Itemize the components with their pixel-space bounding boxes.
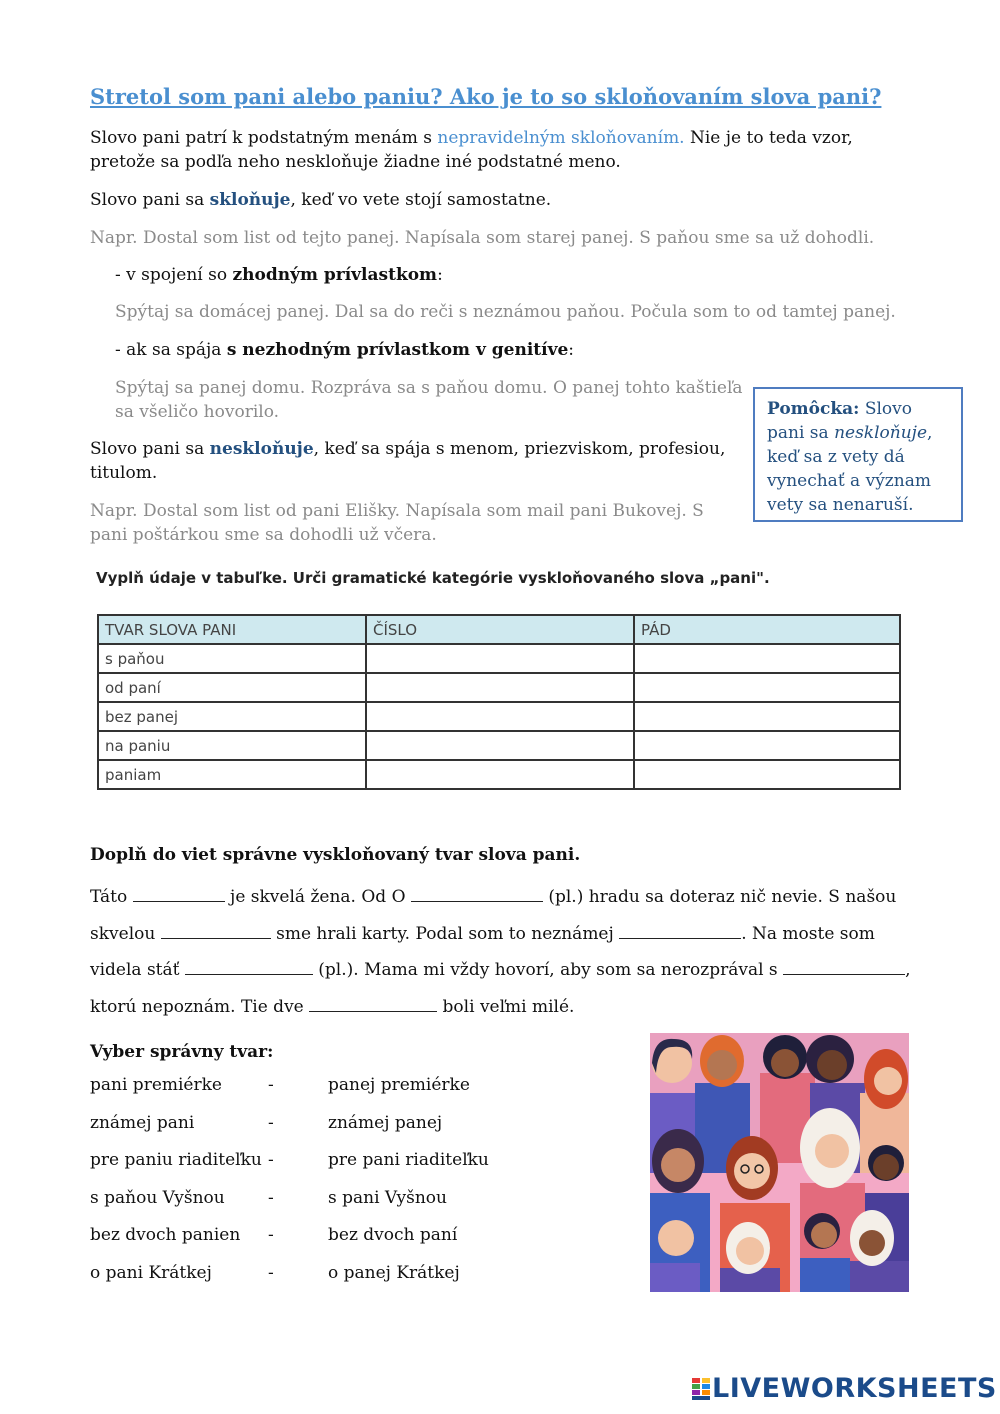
- intro-text-1: Slovo pani patrí k podstatným menám s: [90, 128, 438, 148]
- tip-italic: neskloňuje: [834, 423, 928, 443]
- not-declines-paragraph: [90, 437, 730, 485]
- example-2: Spýtaj sa domácej panej. Dal sa do reči s neznámou paňou. Počula som to od tamtej panej.: [115, 302, 896, 322]
- example-1: Napr. Dostal som list od tejto panej. Napísala som starej panej. S paňou sme sa už dohodli.: [90, 228, 875, 248]
- case-answer-cell[interactable]: [634, 673, 900, 702]
- row-form: s paňou: [98, 644, 366, 673]
- table-header-row: [98, 615, 900, 644]
- page-title: Stretol som pani alebo paniu? Ako je to so skloňovaním slova pani?: [90, 84, 882, 109]
- separator: -: [268, 1187, 274, 1208]
- blank-input[interactable]: [161, 920, 271, 939]
- option-a[interactable]: známej pani: [90, 1112, 195, 1133]
- row-form: bez panej: [98, 702, 366, 731]
- intro-paragraph: [90, 126, 890, 174]
- bullet1-bold: zhodným prívlastkom: [232, 265, 438, 285]
- fill-text: Táto: [90, 887, 128, 907]
- intro-text-2: Nie je to teda vzor, pretože sa podľa neho neskloňuje žiadne iné podstatné meno.: [90, 128, 853, 172]
- blank-input[interactable]: [783, 956, 905, 975]
- table-row: [98, 644, 900, 673]
- example-3: Spýtaj sa panej domu. Rozpráva sa s paňou domu. O panej tohto kaštieľa sa všeličo hovorilo.: [115, 378, 743, 422]
- option-b[interactable]: s pani Vyšnou: [328, 1187, 447, 1208]
- case-answer-cell[interactable]: [634, 702, 900, 731]
- bullet2-bold: s nezhodným prívlastkom v genitíve: [226, 340, 569, 360]
- table-row: [98, 673, 900, 702]
- option-a[interactable]: bez dvoch panien: [90, 1225, 241, 1245]
- not-declines-pre: Slovo pani sa: [90, 439, 210, 459]
- header-number: ČÍSLO: [366, 615, 634, 644]
- irregular-declension-term: nepravidelným skloňovaním.: [437, 128, 685, 148]
- separator: -: [268, 1075, 274, 1095]
- separator: -: [268, 1262, 274, 1283]
- choice-task-title: Vyber správny tvar:: [90, 1042, 274, 1062]
- blank-input[interactable]: [411, 883, 543, 902]
- women-group-illustration: [650, 1033, 909, 1292]
- fill-text: sme hrali karty. Podal som to neznámej: [276, 923, 614, 944]
- case-answer-cell[interactable]: [634, 731, 900, 760]
- fill-text: videla stáť: [90, 960, 180, 980]
- fill-line-1: [90, 879, 930, 916]
- option-b[interactable]: bez dvoch paní: [328, 1225, 458, 1245]
- number-answer-cell[interactable]: [366, 702, 634, 731]
- bullet-agreeing-attribute: [115, 263, 443, 287]
- table-row: [98, 702, 900, 731]
- number-answer-cell[interactable]: [366, 644, 634, 673]
- separator: -: [268, 1225, 274, 1245]
- not-declines-keyword: neskloňuje: [209, 439, 314, 459]
- tip-label: Pomôcka:: [767, 399, 860, 419]
- bullet1-post: :: [437, 265, 443, 285]
- option-b[interactable]: o panej Krátkej: [328, 1262, 460, 1283]
- option-a[interactable]: s paňou Vyšnou: [90, 1187, 225, 1208]
- tip-box: [753, 387, 963, 522]
- fill-text: ktorú nepoznám. Tie dve: [90, 996, 304, 1017]
- case-answer-cell[interactable]: [634, 644, 900, 673]
- number-answer-cell[interactable]: [366, 760, 634, 789]
- option-a[interactable]: pani premiérke: [90, 1075, 222, 1095]
- fill-text: (pl.). Mama mi vždy hovorí, aby som sa nerozprával s: [318, 960, 778, 980]
- bullet-nonagreeing-attribute: [115, 338, 574, 362]
- table-row: [98, 731, 900, 760]
- fill-line-4: [90, 989, 930, 1026]
- declines-paragraph: [90, 188, 890, 212]
- header-form: TVAR SLOVA PANI: [98, 615, 366, 644]
- blank-input[interactable]: [619, 920, 741, 939]
- bullet2-pre: - ak sa spája: [115, 340, 227, 360]
- blank-input[interactable]: [133, 883, 225, 902]
- number-answer-cell[interactable]: [366, 673, 634, 702]
- separator: -: [268, 1112, 274, 1133]
- tip-text-1: Slovo pani sa: [767, 399, 912, 443]
- blank-input[interactable]: [309, 993, 437, 1012]
- row-form: na paniu: [98, 731, 366, 760]
- fill-text: skvelou: [90, 923, 156, 944]
- fill-text: je skvelá žena. Od O: [230, 887, 406, 907]
- fill-in-exercise: [90, 879, 930, 1025]
- blank-input[interactable]: [185, 956, 313, 975]
- fill-text: . Na moste som: [741, 923, 875, 944]
- option-b[interactable]: panej premiérke: [328, 1075, 470, 1095]
- separator: -: [268, 1150, 274, 1170]
- declines-keyword: skloňuje: [209, 190, 291, 210]
- not-declines-post: , keď sa spája s menom, priezviskom, profesiou, titulom.: [90, 439, 726, 483]
- declines-pre: Slovo pani sa: [90, 190, 210, 210]
- liveworksheets-logo-icon: [692, 1378, 710, 1400]
- fill-line-3: [90, 952, 930, 989]
- fill-text: ,: [905, 960, 911, 980]
- option-b[interactable]: známej panej: [328, 1112, 443, 1133]
- row-form: paniam: [98, 760, 366, 789]
- option-a[interactable]: o pani Krátkej: [90, 1262, 212, 1283]
- option-b[interactable]: pre pani riaditeľku: [328, 1150, 489, 1170]
- table-task-title: Vyplň údaje v tabuľke. Urči gramatické kategórie vyskloňovaného slova „pani".: [96, 569, 770, 587]
- table-row: [98, 760, 900, 789]
- fill-line-2: [90, 916, 930, 953]
- fill-text: boli veľmi milé.: [442, 996, 575, 1017]
- header-case: PÁD: [634, 615, 900, 644]
- option-a[interactable]: pre paniu riaditeľku: [90, 1150, 262, 1170]
- logo-text: LIVEWORKSHEETS: [712, 1373, 997, 1404]
- declines-post: , keď vo vete stojí samostatne.: [290, 190, 552, 210]
- liveworksheets-logo: [692, 1373, 997, 1404]
- tip-text-2: , keď sa z vety dá vynechať a význam vety sa nenaruší.: [767, 423, 933, 515]
- bullet2-post: :: [568, 340, 575, 360]
- case-answer-cell[interactable]: [634, 760, 900, 789]
- number-answer-cell[interactable]: [366, 731, 634, 760]
- example-4: Napr. Dostal som list od pani Elišky. Napísala som mail pani Bukovej. S pani poštárkou sme sa dohodli už včera.: [90, 501, 704, 545]
- fill-text: (pl.) hradu sa doteraz nič nevie. S našou: [548, 887, 897, 907]
- bullet1-pre: - v spojení so: [115, 265, 233, 285]
- grammar-table: [97, 614, 901, 790]
- row-form: od paní: [98, 673, 366, 702]
- fill-task-title: Doplň do viet správne vyskloňovaný tvar slova pani.: [90, 845, 581, 865]
